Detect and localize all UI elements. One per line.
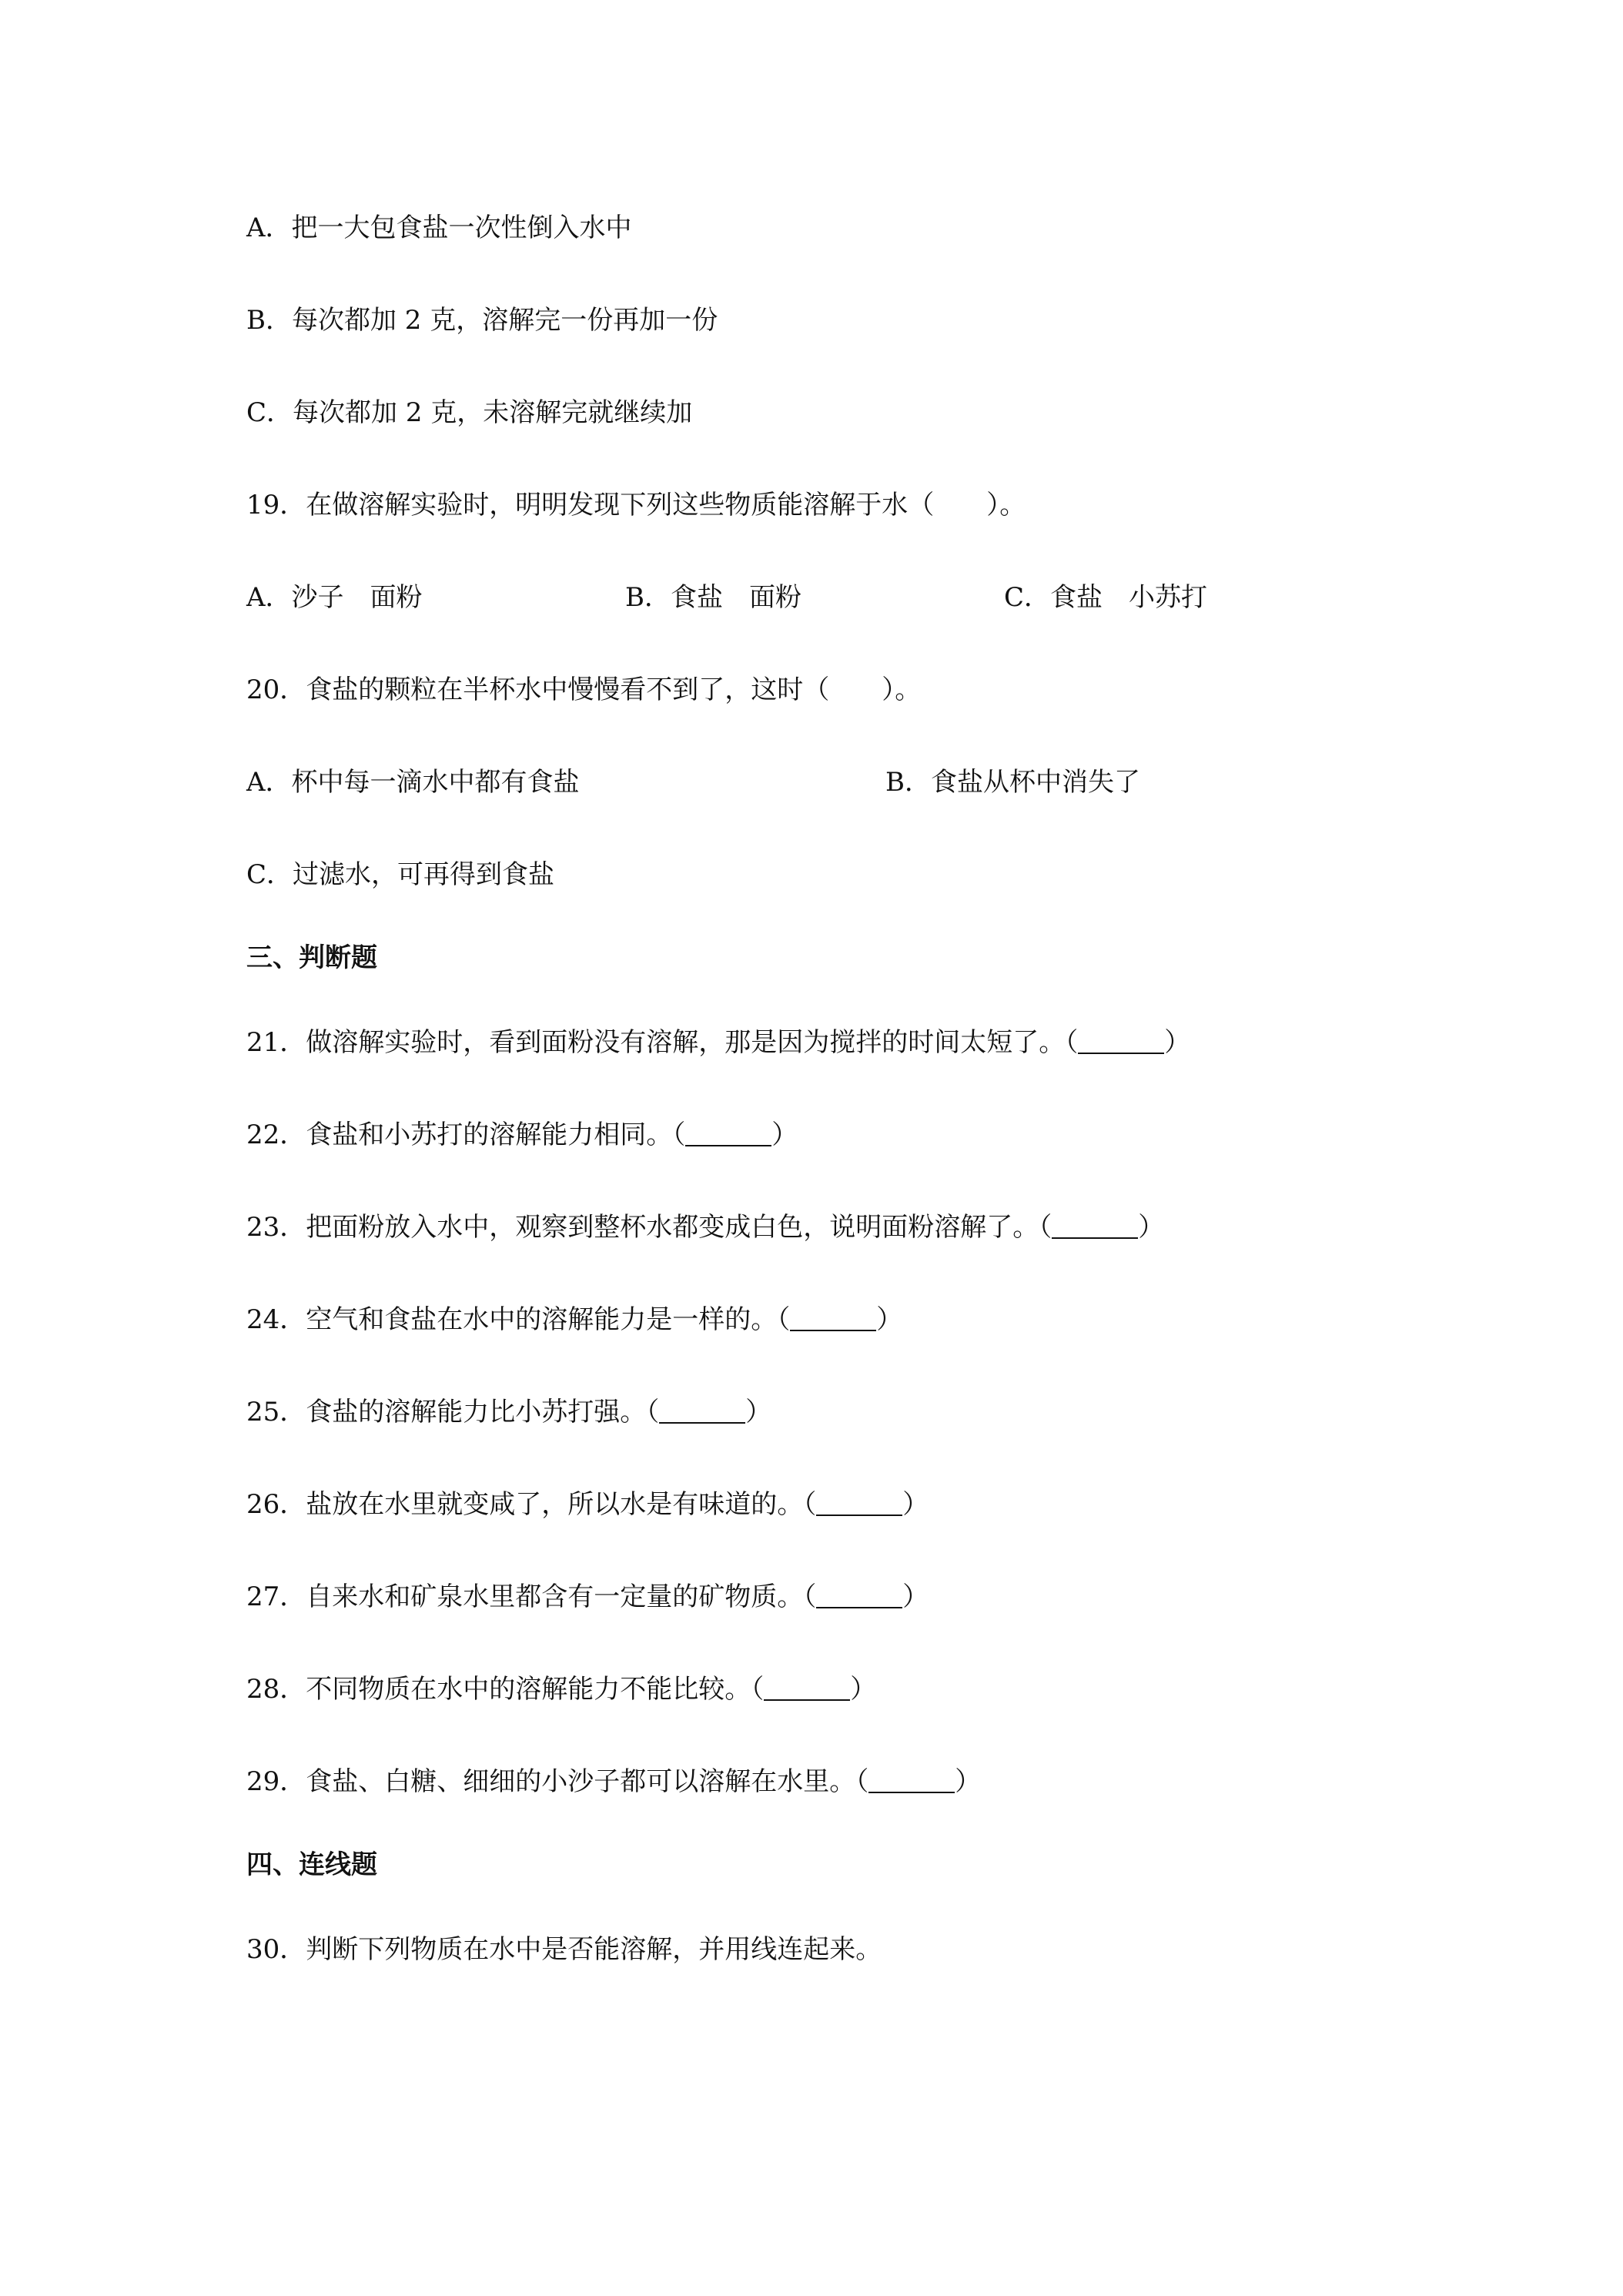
- q19-stem: 19．在做溶解实验时，明明发现下列这些物质能溶解于水（ ）。: [246, 490, 1026, 520]
- q18-option-a: A．把一大包食盐一次性倒入水中: [246, 213, 632, 243]
- section-3-title: 三、判断题: [246, 942, 377, 973]
- q29-close: ）: [955, 1766, 982, 1797]
- q27-close: ）: [902, 1581, 929, 1612]
- q26: [246, 1488, 929, 1521]
- q18-option-c: C．每次都加 2 克，未溶解完就继续加: [246, 397, 693, 428]
- q25-close: ）: [745, 1397, 772, 1427]
- q21-text: 21．做溶解实验时，看到面粉没有溶解，那是因为搅拌的时间太短了。（: [246, 1027, 1079, 1058]
- q25: [246, 1395, 771, 1429]
- q25-text: 25．食盐的溶解能力比小苏打强。（: [246, 1397, 660, 1427]
- q27-answer-blank[interactable]: [816, 1584, 902, 1608]
- q23-answer-blank[interactable]: [1052, 1214, 1138, 1239]
- q29-answer-blank[interactable]: [868, 1769, 955, 1793]
- q18-option-b: B．每次都加 2 克，溶解完一份再加一份: [246, 305, 718, 336]
- q21-close: ）: [1164, 1027, 1191, 1058]
- q21: [246, 1026, 1190, 1059]
- q28-answer-blank[interactable]: [764, 1676, 850, 1701]
- q27-text: 27．自来水和矿泉水里都含有一定量的矿物质。（: [246, 1581, 817, 1612]
- q22-close: ）: [771, 1120, 798, 1150]
- q26-answer-blank[interactable]: [816, 1491, 902, 1516]
- q19-option-c: C．食盐 小苏打: [1004, 582, 1208, 613]
- q23: [246, 1210, 1164, 1244]
- q28-text: 28．不同物质在水中的溶解能力不能比较。（: [246, 1674, 765, 1705]
- q19-option-b: B．食盐 面粉: [625, 582, 801, 613]
- q20-option-b: B．食盐从杯中消失了: [885, 767, 1140, 798]
- q25-answer-blank[interactable]: [659, 1399, 745, 1424]
- q21-answer-blank[interactable]: [1078, 1029, 1164, 1054]
- q20-option-c: C．过滤水，可再得到食盐: [246, 859, 555, 890]
- q22-answer-blank[interactable]: [685, 1122, 771, 1146]
- q23-close: ）: [1138, 1212, 1165, 1243]
- q28-close: ）: [850, 1674, 877, 1705]
- q26-close: ）: [902, 1489, 929, 1520]
- q30-stem: 30．判断下列物质在水中是否能溶解，并用线连起来。: [246, 1934, 882, 1965]
- q29: [246, 1765, 981, 1799]
- q20-stem: 20．食盐的颗粒在半杯水中慢慢看不到了，这时（ ）。: [246, 674, 922, 705]
- q24-answer-blank[interactable]: [790, 1307, 876, 1331]
- q27: [246, 1580, 929, 1614]
- q26-text: 26．盐放在水里就变咸了，所以水是有味道的。（: [246, 1489, 817, 1520]
- section-4-title: 四、连线题: [246, 1849, 377, 1880]
- q22: [246, 1118, 798, 1152]
- q24-close: ）: [876, 1304, 903, 1335]
- q29-text: 29．食盐、白糖、细细的小沙子都可以溶解在水里。（: [246, 1766, 869, 1797]
- q24: [246, 1303, 902, 1337]
- q22-text: 22．食盐和小苏打的溶解能力相同。（: [246, 1120, 686, 1150]
- q24-text: 24．空气和食盐在水中的溶解能力是一样的。（: [246, 1304, 791, 1335]
- q28: [246, 1672, 876, 1706]
- q20-option-a: A．杯中每一滴水中都有食盐: [246, 767, 580, 798]
- q23-text: 23．把面粉放入水中，观察到整杯水都变成白色，说明面粉溶解了。（: [246, 1212, 1052, 1243]
- q19-option-a: A．沙子 面粉: [246, 582, 423, 613]
